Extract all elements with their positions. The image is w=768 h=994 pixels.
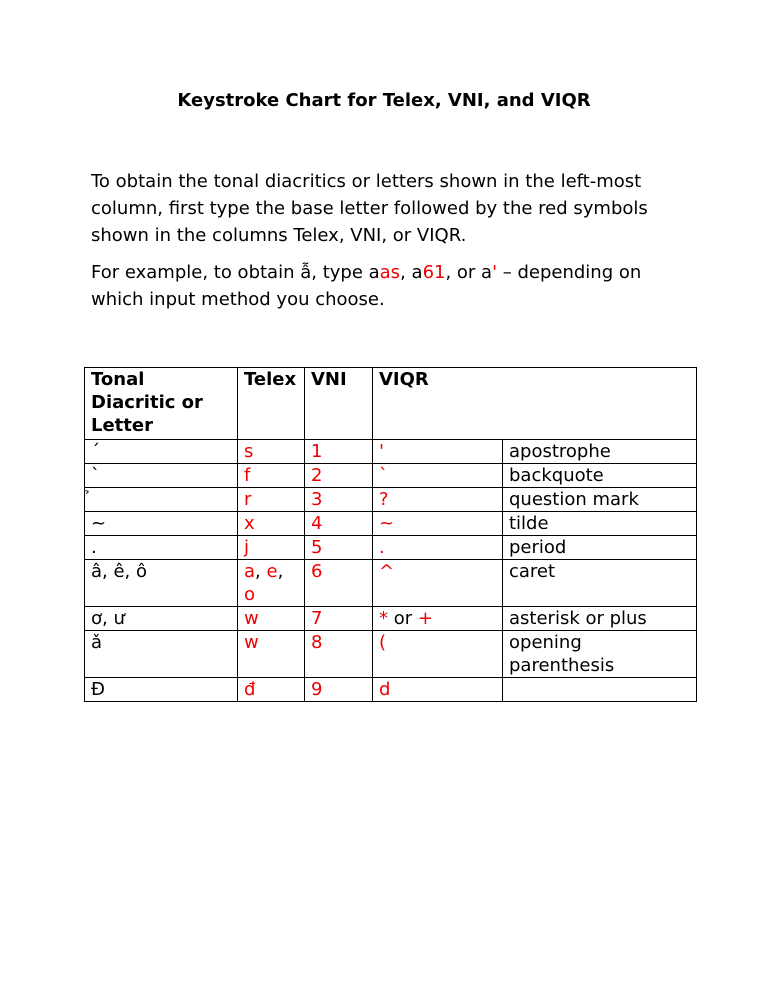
symbol-name-cell: question mark (503, 488, 697, 512)
viqr-cell: ( (373, 631, 503, 678)
example-text: For example, to obtain ẫ, type a (91, 262, 380, 283)
example-text: , a (400, 262, 423, 283)
table-row (85, 678, 697, 702)
viqr-cell: ' (373, 440, 503, 464)
vni-cell: 9 (305, 678, 373, 702)
vni-cell: 7 (305, 607, 373, 631)
table-row (85, 631, 697, 678)
table-header-row (85, 368, 697, 440)
symbol-name-cell (503, 678, 697, 702)
telex-cell: s (238, 440, 305, 464)
vni-cell: 4 (305, 512, 373, 536)
viqr-example-keys: ' (492, 262, 498, 283)
telex-cell: j (238, 536, 305, 560)
table-row (85, 536, 697, 560)
vni-cell: 3 (305, 488, 373, 512)
symbol-name-cell: caret (503, 560, 697, 607)
symbol-name-cell: period (503, 536, 697, 560)
table-row (85, 560, 697, 607)
tonal-cell: ǎ (85, 631, 238, 678)
telex-cell: đ (238, 678, 305, 702)
viqr-cell: ^ (373, 560, 503, 607)
keystroke-table (84, 367, 697, 702)
symbol-name-cell: tilde (503, 512, 697, 536)
viqr-key: + (417, 608, 433, 629)
table-row (85, 488, 697, 512)
tonal-cell: â, ê, ô (85, 560, 238, 607)
header-vni: VNI (305, 368, 373, 440)
tonal-cell: ´ (85, 440, 238, 464)
viqr-cell (373, 607, 503, 631)
telex-key: o (244, 584, 256, 605)
viqr-cell: ` (373, 464, 503, 488)
symbol-name-cell: opening parenthesis (503, 631, 697, 678)
vni-cell: 1 (305, 440, 373, 464)
viqr-key: * (379, 608, 388, 629)
viqr-cell: ? (373, 488, 503, 512)
intro-paragraph: To obtain the tonal diacritics or letters shown in the left-most column, first type the base letter followed by the red symbols shown in the columns Telex, VNI, or VIQR. (91, 171, 648, 246)
symbol-name-cell: backquote (503, 464, 697, 488)
tonal-cell: . (85, 536, 238, 560)
telex-cell: r (238, 488, 305, 512)
viqr-cell: d (373, 678, 503, 702)
telex-example-keys: as (379, 262, 401, 283)
telex-cell: w (238, 607, 305, 631)
symbol-name-cell: asterisk or plus (503, 607, 697, 631)
header-telex: Telex (238, 368, 305, 440)
viqr-cell: . (373, 536, 503, 560)
table-row (85, 607, 697, 631)
tonal-cell (85, 488, 238, 512)
symbol-name-cell: apostrophe (503, 440, 697, 464)
example-text: , or a (445, 262, 493, 283)
telex-key: e (266, 561, 278, 582)
table-row (85, 512, 697, 536)
table-row (85, 440, 697, 464)
table-row (85, 464, 697, 488)
header-viqr: VIQR (373, 368, 697, 440)
viqr-connector: or (393, 608, 413, 629)
example-text: – depending on which input method you choose. (91, 262, 642, 310)
document-title: Keystroke Chart for Telex, VNI, and VIQR (177, 90, 591, 111)
telex-cell: a, e, o (238, 560, 305, 607)
telex-cell: x (238, 512, 305, 536)
viqr-cell: ~ (373, 512, 503, 536)
header-tonal: Tonal Diacritic or Letter (85, 368, 238, 440)
vni-cell: 8 (305, 631, 373, 678)
vni-example-keys: 61 (422, 262, 446, 283)
vni-cell: 2 (305, 464, 373, 488)
tonal-cell: ~ (85, 512, 238, 536)
example-paragraph (91, 259, 691, 313)
telex-key: a (244, 561, 256, 582)
tonal-cell: ơ, ư (85, 607, 238, 631)
telex-cell: w (238, 631, 305, 678)
tonal-cell: Đ (85, 678, 238, 702)
vni-cell: 6 (305, 560, 373, 607)
telex-cell: f (238, 464, 305, 488)
vni-cell: 5 (305, 536, 373, 560)
tonal-cell: ` (85, 464, 238, 488)
